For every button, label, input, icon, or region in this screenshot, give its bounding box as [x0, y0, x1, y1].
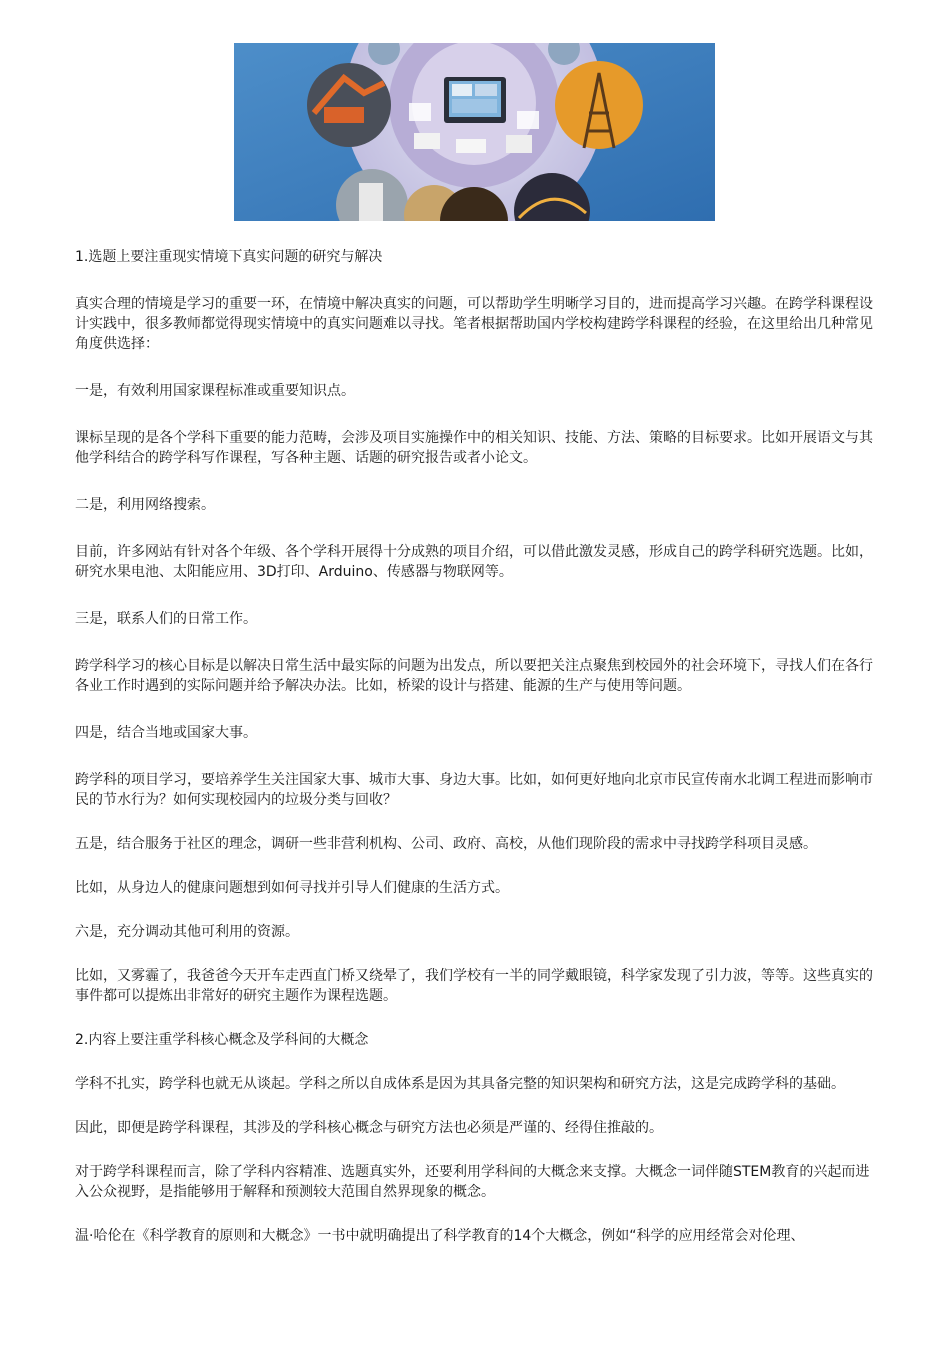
hero-image: [234, 43, 715, 221]
section-heading-2: 2.内容上要注重学科核心概念及学科间的大概念: [75, 1032, 369, 1048]
paragraph: 一是，有效利用国家课程标准或重要知识点。: [75, 383, 355, 399]
article-body: [75, 247, 879, 1246]
paragraph: 学科不扎实，跨学科也就无从谈起。学科之所以自成体系是因为其具备完整的知识架构和研究方法，这是完成跨学科的基础。: [75, 1076, 845, 1092]
paragraph: 对于跨学科课程而言，除了学科内容精准、选题真实外，还要利用学科间的大概念来支撑。大概念一词伴随STEM教育的兴起而进入公众视野，是指能够用于解释和预测较大范围自然界现象的概念。: [75, 1164, 870, 1200]
paragraph: 因此，即便是跨学科课程，其涉及的学科核心概念与研究方法也必须是严谨的、经得住推敲的。: [75, 1120, 663, 1136]
paragraph: 温·哈伦在《科学教育的原则和大概念》一书中就明确提出了科学教育的14个大概念，例如“科学的应用经常会对伦理、: [75, 1228, 805, 1244]
paragraph: 比如，从身边人的健康问题想到如何寻找并引导人们健康的生活方式。: [75, 880, 509, 896]
paragraph: 目前，许多网站有针对各个年级、各个学科开展得十分成熟的项目介绍，可以借此激发灵感，形成自己的跨学科研究选题。比如，研究水果电池、太阳能应用、3D打印、Arduino、传感器与物联网等。: [75, 544, 873, 580]
paragraph: 五是，结合服务于社区的理念，调研一些非营利机构、公司、政府、高校，从他们现阶段的需求中寻找跨学科项目灵感。: [75, 836, 817, 852]
paragraph: 跨学科的项目学习，要培养学生关注国家大事、城市大事、身边大事。比如，如何更好地向北京市民宣传南水北调工程进而影响市民的节水行为？如何实现校园内的垃圾分类与回收？: [75, 772, 873, 808]
paragraph: 比如，又雾霾了，我爸爸今天开车走西直门桥又绕晕了，我们学校有一半的同学戴眼镜，科学家发现了引力波，等等。这些真实的事件都可以提炼出非常好的研究主题作为课程选题。: [75, 968, 873, 1004]
paragraph: 三是，联系人们的日常工作。: [75, 611, 257, 627]
paragraph: 课标呈现的是各个学科下重要的能力范畴，会涉及项目实施操作中的相关知识、技能、方法、策略的目标要求。比如开展语文与其他学科结合的跨学科写作课程，写各种主题、话题的研究报告或者小论文。: [75, 430, 873, 466]
paragraph: 四是，结合当地或国家大事。: [75, 725, 257, 741]
paragraph: 跨学科学习的核心目标是以解决日常生活中最实际的问题为出发点，所以要把关注点聚焦到校园外的社会环境下，寻找人们在各行各业工作时遇到的实际问题并给予解决办法。比如，桥梁的设计与搭建、能源的生产与使用等问题。: [75, 658, 873, 694]
paragraph: 二是，利用网络搜索。: [75, 497, 215, 513]
stem-applications-collage-image: [234, 43, 715, 221]
paragraph: 六是，充分调动其他可利用的资源。: [75, 924, 299, 940]
section-heading-1: 1.选题上要注重现实情境下真实问题的研究与解决: [75, 249, 383, 265]
paragraph: 真实合理的情境是学习的重要一环，在情境中解决真实的问题，可以帮助学生明晰学习目的，进而提高学习兴趣。在跨学科课程设计实践中，很多教师都觉得现实情境中的真实问题难以寻找。笔者根据帮助国内学校构建跨学科课程的经验，在这里给出几种常见角度供选择：: [75, 296, 873, 352]
